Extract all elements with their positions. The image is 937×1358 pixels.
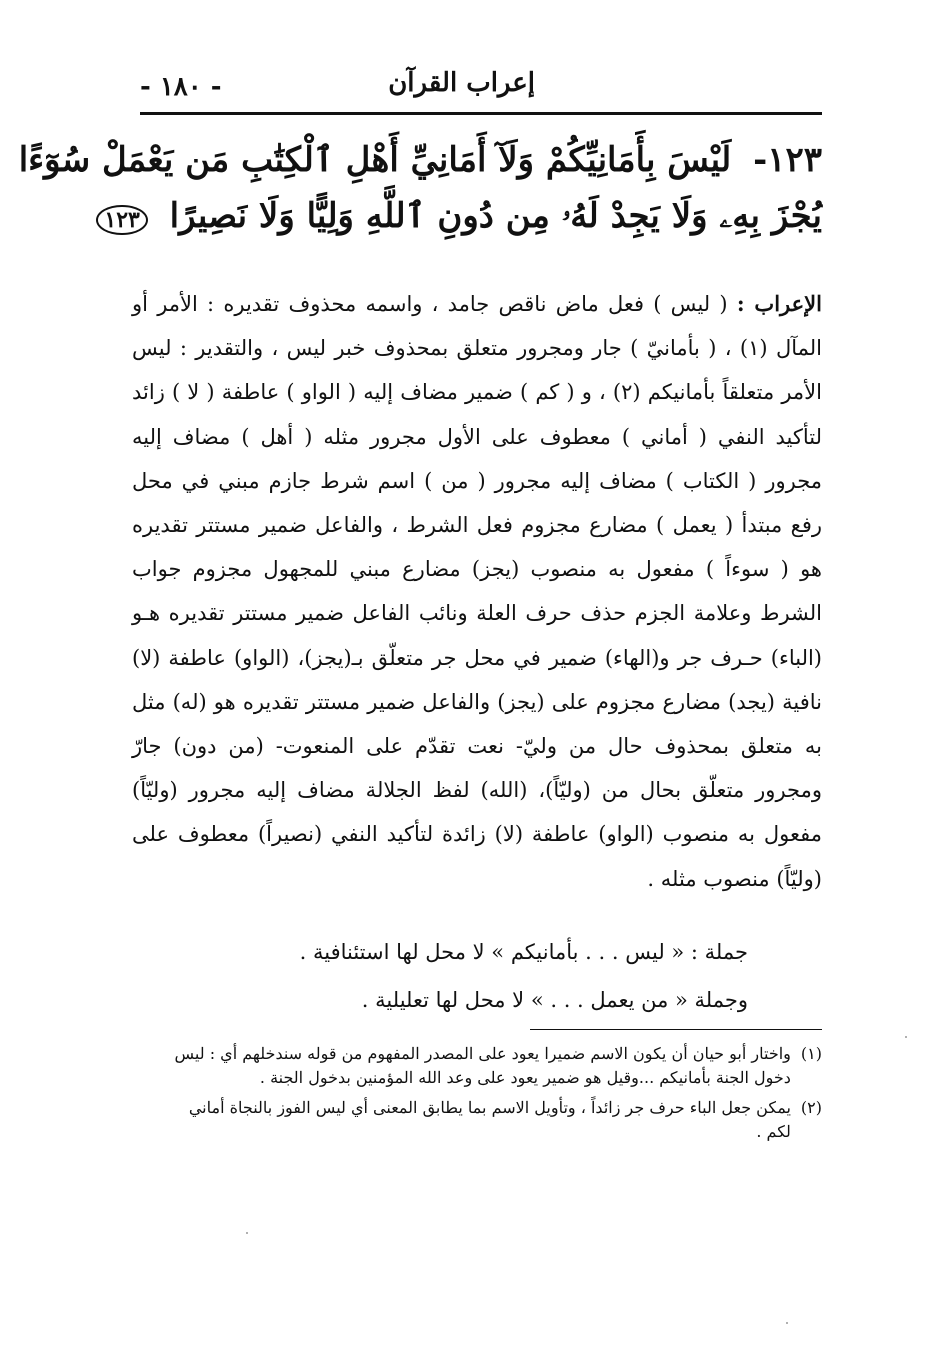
page-number: - ١٨٠ -: [140, 72, 222, 102]
scan-speck: [246, 1232, 248, 1234]
analysis-text: ( ليس ) فعل ماض ناقص جامد ، واسمه محذوف تقديره : الأمر أو المآل (١) ، ( بأمانيّ ) جار ومجرور متعلق بمحذوف خبر ليس ، والتقدير : ليس الأمر متعلقاً بأمانيكم (٢) ، و ( كم ) ضمير مضاف إليه ( الواو ) عاطفة ( لا ) زائد لتأكيد النفي ( أماني ) معطوف على الأول مجرور مثله ( أهل ) مضاف إليه مجرور ( الكتاب ) مضاف إليه مجرور ( من ) اسم شرط جازم مبني في محل رفع مبتدأ ( يعمل ) مضارع مجزوم فعل الشرط ، والفاعل ضمير مستتر تقديره هو ( سوءاً ) مفعول به منصوب (يجز) مضارع مبني للمجهول مجزوم جواب الشرط وعلامة الجزم حذف حرف العلة ونائب الفاعل ضمير مستتر تقديره هـو (الباء) حـرف جر و(الهاء) ضمير في محل جر متعلّق بـ(يجز)، (الواو) عاطفة (لا) نافية (يجد) مضارع مجزوم على (يجز) والفاعل ضمير مستتر تقديره هو (له) مثل به متعلق بمحذوف حال من وليّ- نعت تقدّم على المنعوت- (من دون) جارّ ومجرور متعلّق بحال من (وليّاً)، (الله) لفظ الجلالة مضاف إليه مجرور (وليّاً) مفعول به منصوب (الواو) عاطفة (لا) زائدة لتأكيد النفي (نصيراً) معطوف على (وليّاً) منصوب مثله .: [132, 292, 823, 891]
header-rule: [140, 112, 822, 115]
verse-line-1: [18, 132, 822, 188]
verse-text-2: يُجْزَ بِهِۦ وَلَا يَجِدْ لَهُۥ مِن دُونِ ٱللَّهِ وَلِيًّا وَلَا نَصِيرًا: [169, 196, 822, 236]
footnotes: [170, 1042, 822, 1150]
footnote-text: واختار أبو حيان أن يكون الاسم ضميرا يعود على المصدر المفهوم من قوله سندخلهم أي : ليس دخول الجنة بأمانيكم ...وقيل هو ضمير يعود على وعد الله المؤمنين بدخول الجنة .: [174, 1044, 791, 1087]
footnote-number: (٢): [800, 1098, 822, 1117]
analysis-paragraph: [132, 282, 822, 901]
scan-speck: [786, 1322, 788, 1324]
sentence-note-2: وجملة « من يعمل . . . » لا محل لها تعليلية .: [361, 988, 748, 1012]
footnote-1: [170, 1042, 822, 1090]
grammatical-analysis: [132, 282, 822, 901]
verse-text-1: لَيْسَ بِأَمَانِيِّكُمْ وَلَآ أَمَانِيِّ أَهْلِ ٱلْكِتَٰبِ مَن يَعْمَلْ سُوٓءًا: [18, 140, 732, 180]
verse-line-2: [104, 188, 822, 244]
verse-number: ١٢٣-: [753, 140, 822, 180]
verse-end-mark: ١٢٣: [96, 205, 147, 235]
scan-speck: [905, 1036, 907, 1038]
analysis-label: الإعراب :: [736, 291, 822, 316]
footnote-text: يمكن جعل الباء حرف جر زائداً ، وتأويل الاسم بما يطابق المعنى أي ليس الفوز بالنجاة أماني لكم .: [188, 1098, 791, 1141]
sentence-note-1: جملة : « ليس . . . بأمانيكم » لا محل لها استئنافية .: [299, 940, 748, 964]
page-header: [140, 62, 820, 114]
footnote-2: [170, 1096, 822, 1144]
running-title: إعراب القرآن: [388, 68, 535, 98]
footnote-rule: [530, 1029, 822, 1030]
footnote-number: (١): [800, 1044, 822, 1063]
quran-verse: [18, 132, 822, 244]
sentence-notes: [132, 928, 822, 1024]
